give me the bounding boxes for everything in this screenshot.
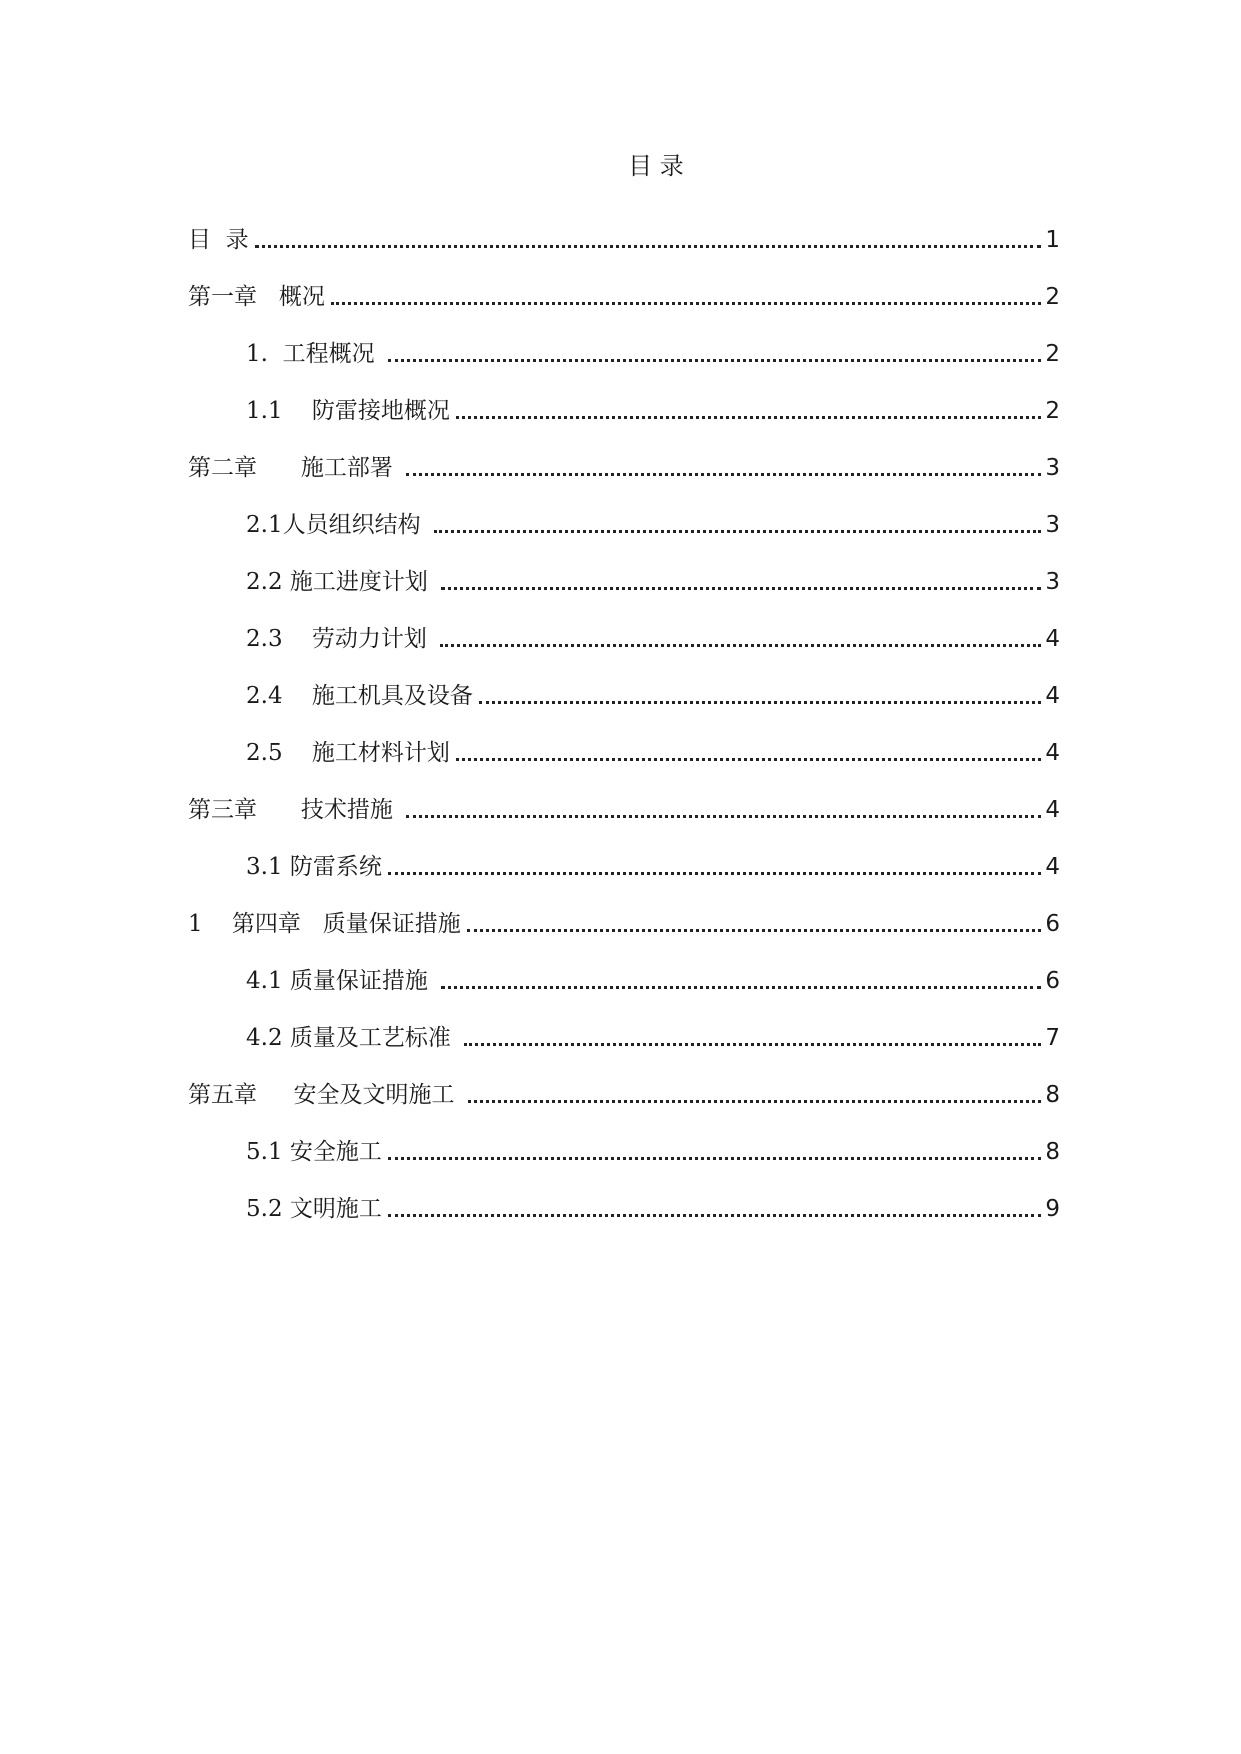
toc-entry-label: 第三章 技术措施 (188, 797, 401, 823)
toc-entry-label: 1.1 防雷接地概况 (246, 398, 450, 424)
toc-entry-page: 2 (1045, 398, 1060, 424)
toc-leader-dots (406, 473, 1041, 476)
toc-leader-dots (388, 872, 1041, 875)
toc-entry (188, 882, 1060, 939)
toc-entry (188, 483, 1060, 540)
toc-entry (188, 540, 1060, 597)
toc-entry (188, 198, 1060, 255)
toc-entry (188, 312, 1060, 369)
toc-entry-label: 1. 工程概况 (246, 341, 382, 367)
toc-entry-page: 6 (1045, 911, 1060, 937)
toc-entry (188, 768, 1060, 825)
toc-entry-label: 1 第四章 质量保证措施 (188, 911, 461, 937)
toc-leader-dots (388, 1157, 1041, 1160)
toc-leader-dots (441, 587, 1041, 590)
toc-leader-dots (406, 815, 1041, 818)
toc-entry (188, 825, 1060, 882)
toc-entry-label: 4.2 质量及工艺标准 (246, 1025, 459, 1051)
toc-leader-dots (468, 1100, 1041, 1103)
toc-leader-dots (388, 1214, 1041, 1217)
toc-leader-dots (255, 245, 1042, 248)
toc-entry (188, 1053, 1060, 1110)
toc-entry (188, 426, 1060, 483)
toc-entry-label: 4.1 质量保证措施 (246, 968, 436, 994)
toc-entry-label: 第一章 概况 (188, 284, 325, 310)
toc-entry (188, 939, 1060, 996)
toc-entry-label: 2.5 施工材料计划 (246, 740, 450, 766)
toc-entry (188, 1167, 1060, 1224)
toc-entry-page: 3 (1045, 512, 1060, 538)
toc-leader-dots (441, 986, 1041, 989)
toc-leader-dots (456, 758, 1042, 761)
toc-entry-page: 3 (1045, 569, 1060, 595)
toc-leader-dots (479, 701, 1042, 704)
toc-entry-page: 4 (1045, 797, 1060, 823)
toc-entry-page: 1 (1045, 227, 1060, 253)
toc-entry (188, 369, 1060, 426)
toc-entry-page: 7 (1045, 1025, 1060, 1051)
toc-entry-label: 5.1 安全施工 (246, 1139, 382, 1165)
toc-leader-dots (456, 416, 1042, 419)
toc-entry-page: 3 (1045, 455, 1060, 481)
toc-entry (188, 597, 1060, 654)
toc-entry-page: 2 (1045, 341, 1060, 367)
toc-entry-label: 3.1 防雷系统 (246, 854, 382, 880)
toc-entry-page: 4 (1045, 683, 1060, 709)
toc-leader-dots (331, 302, 1041, 305)
toc-list (188, 198, 1060, 1224)
toc-entry-page: 4 (1045, 626, 1060, 652)
toc-entry-label: 2.3 劳动力计划 (246, 626, 435, 652)
toc-entry-page: 6 (1045, 968, 1060, 994)
toc-entry-page: 4 (1045, 854, 1060, 880)
toc-entry-label: 第二章 施工部署 (188, 455, 401, 481)
toc-entry-label: 5.2 文明施工 (246, 1196, 382, 1222)
toc-heading: 目 录 (628, 152, 684, 180)
toc-entry-page: 4 (1045, 740, 1060, 766)
toc-entry (188, 1110, 1060, 1167)
toc-entry (188, 255, 1060, 312)
toc-entry-page: 2 (1045, 284, 1060, 310)
toc-entry-label: 2.1人员组织结构 (246, 512, 428, 538)
toc-entry-label: 2.2 施工进度计划 (246, 569, 436, 595)
toc-entry (188, 654, 1060, 711)
toc-entry-page: 8 (1045, 1139, 1060, 1165)
toc-entry-page: 8 (1045, 1082, 1060, 1108)
toc-entry-page: 9 (1045, 1196, 1060, 1222)
toc-leader-dots (467, 929, 1042, 932)
toc-leader-dots (388, 359, 1041, 362)
toc-entry-label: 目 录 (188, 227, 249, 253)
toc-entry (188, 996, 1060, 1053)
toc-leader-dots (464, 1043, 1041, 1046)
toc-entry-label: 第五章 安全及文明施工 (188, 1082, 462, 1108)
toc-leader-dots (440, 644, 1041, 647)
toc-entry-label: 2.4 施工机具及设备 (246, 683, 473, 709)
toc-entry (188, 711, 1060, 768)
toc-leader-dots (434, 530, 1041, 533)
